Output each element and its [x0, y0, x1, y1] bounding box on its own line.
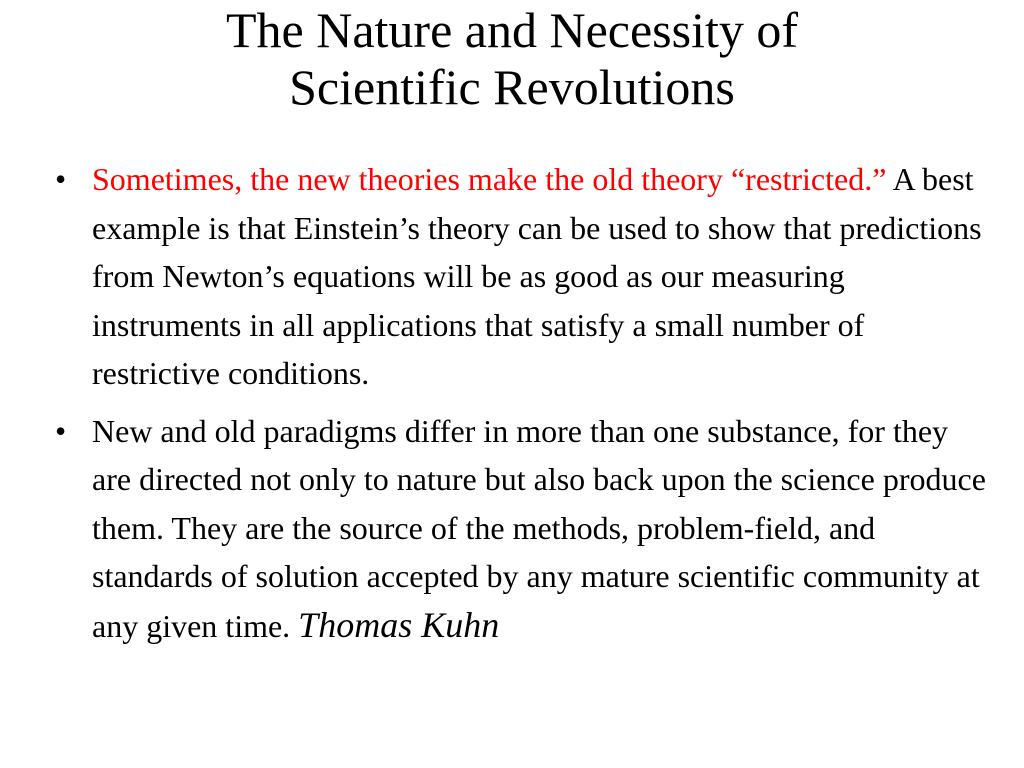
quote-author: Thomas Kuhn — [298, 604, 500, 645]
bullet-item-paradigms — [55, 407, 990, 651]
slide-title — [0, 2, 1024, 116]
bullet-dot-icon: • — [55, 161, 67, 197]
title-line-2: Scientific Revolutions — [289, 59, 735, 115]
bullet-body-text: New and old paradigms differ in more than one substance, for they are directed not only to nature but also back upon the science produce them. They are the source of the methods, problem-field, and standards of solution accepted by any mature scientific community at any given time. — [92, 412, 986, 644]
bullet-highlight-text: Sometimes, the new theories make the old theory “restricted.” — [92, 161, 887, 197]
title-line-1: The Nature and Necessity of — [226, 2, 798, 58]
bullet-dot-icon: • — [55, 412, 67, 449]
bullet-body-text: A best example is that Einstein’s theory can be used to show that predictions from Newton’s equations will be as good as our measuring instruments in all applications that satisfy a small number of restrictive conditions. — [92, 161, 982, 391]
bullet-item-restricted-theory — [55, 155, 990, 398]
bullet-list — [55, 155, 990, 659]
